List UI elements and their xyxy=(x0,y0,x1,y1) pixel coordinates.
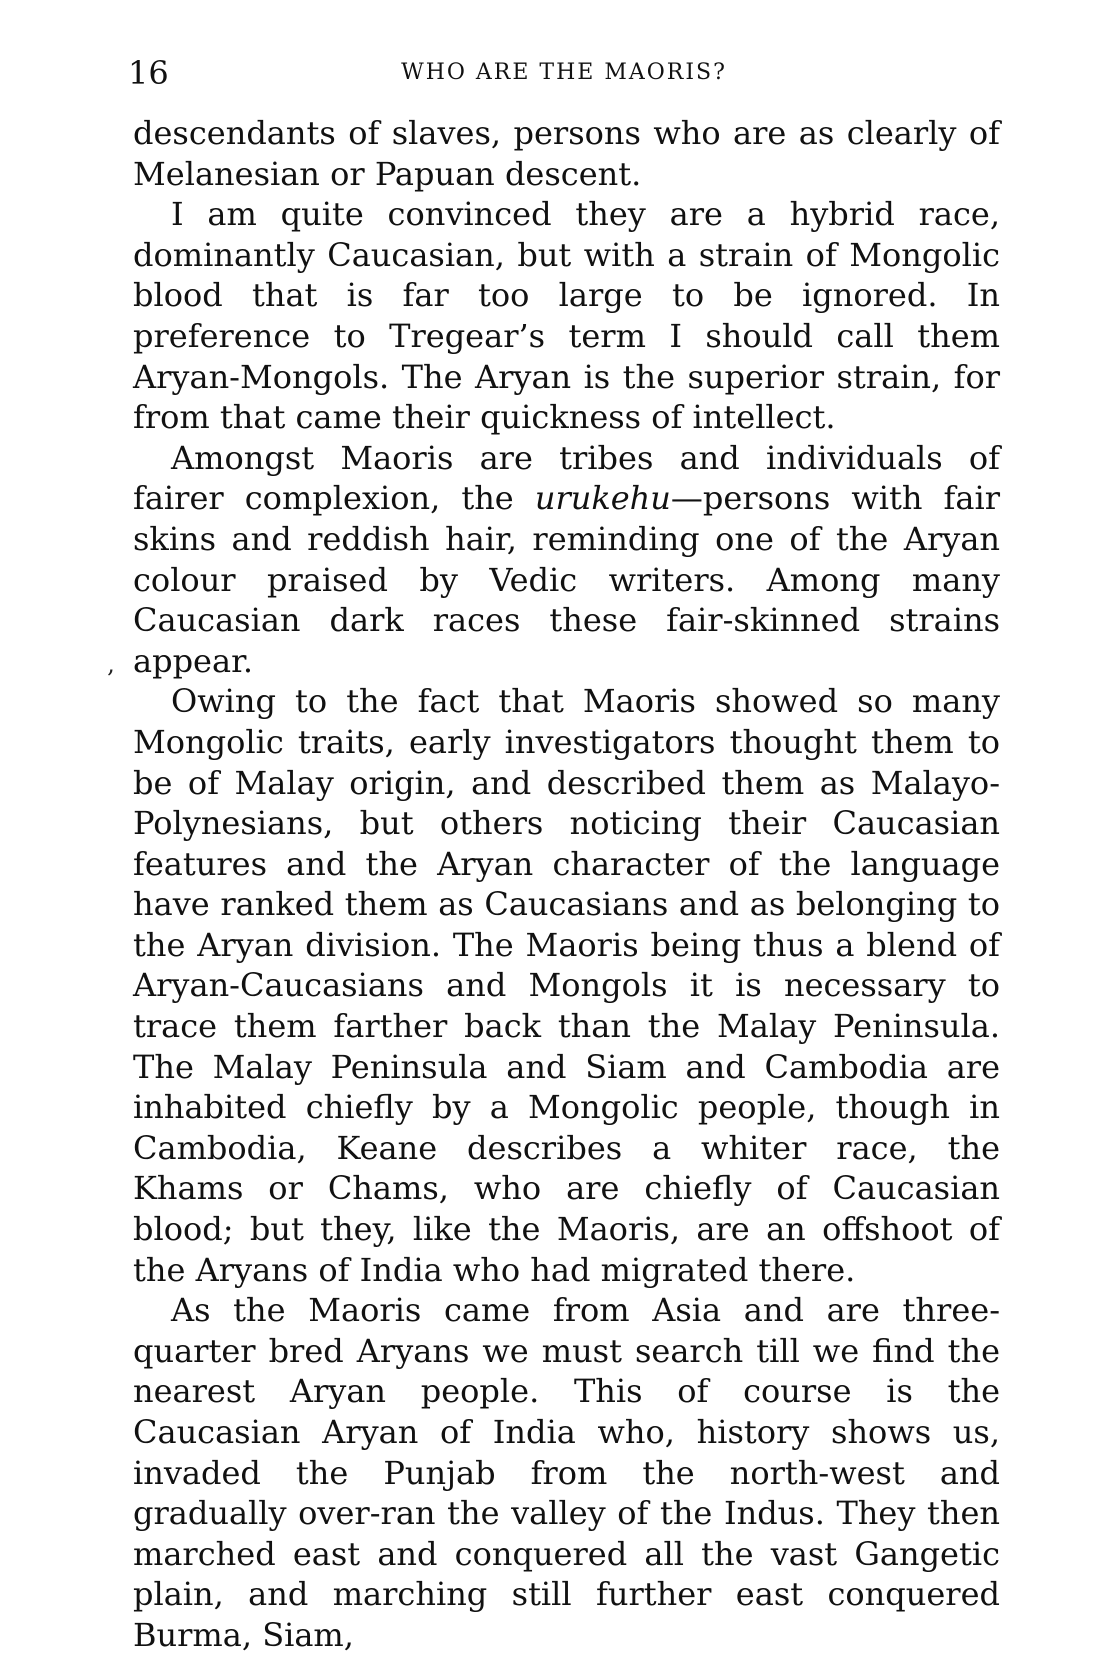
paragraph-text-after: —persons with fair skins and reddish hair, reminding one of the Aryan colour praised by Vedic writers. Among many Caucasian dark races these fair-skinned strains appear. xyxy=(133,479,1001,680)
page-number: 16 xyxy=(128,54,169,92)
running-title: WHO ARE THE MAORIS? xyxy=(401,60,727,85)
paragraph-fairer-complexion xyxy=(133,438,1000,682)
page-header xyxy=(128,48,1000,98)
paragraph-continued: descendants of slaves, persons who are as clearly of Melanesian or Papuan descent. xyxy=(133,114,1000,193)
stray-print-mark: ‚ xyxy=(107,650,115,678)
body-text xyxy=(133,113,1000,1656)
paragraph-asia-origin: As the Maoris came from Asia and are three-quarter bred Aryans we must search till we find the nearest Aryan people. This of course is the Caucasian Aryan of India who, history shows us, invaded the Punjab from the north-west and gradually over-ran the valley of the Indus. They then marched east and conquered all the vast Gangetic plain, and marching still further east conquered Burma, Siam, xyxy=(133,1291,1000,1654)
paragraph-hybrid-race: I am quite convinced they are a hybrid race, dominantly Caucasian, but with a strain of Mongolic blood that is far too large to be ignored. In preference to Tregear’s term I should call them Aryan-Mongols. The Aryan is the superior strain, for from that came their quickness of intellect. xyxy=(133,195,1000,437)
italic-term: urukehu xyxy=(534,479,671,518)
paragraph-text-before: Amongst Maoris are tribes and individuals of fairer complexion, the xyxy=(133,438,1000,518)
paragraph-mongolic-traits: Owing to the fact that Maoris showed so many Mongolic traits, early investigators thought them to be of Malay origin, and described them as Malayo-Polynesians, but others noticing their Caucasian features and the Aryan character of the language have ranked them as Caucasians and as belonging to the Aryan division. The Maoris being thus a blend of Aryan-Caucasians and Mongols it is necessary to trace them farther back than the Malay Peninsula. The Malay Peninsula and Siam and Cambodia are inhabited chiefly by a Mongolic people, though in Cambodia, Keane describes a whiter race, the Khams or Chams, who are chiefly of Caucasian blood; but they, like the Maoris, are an offshoot of the Aryans of India who had migrated there. xyxy=(133,682,1000,1289)
